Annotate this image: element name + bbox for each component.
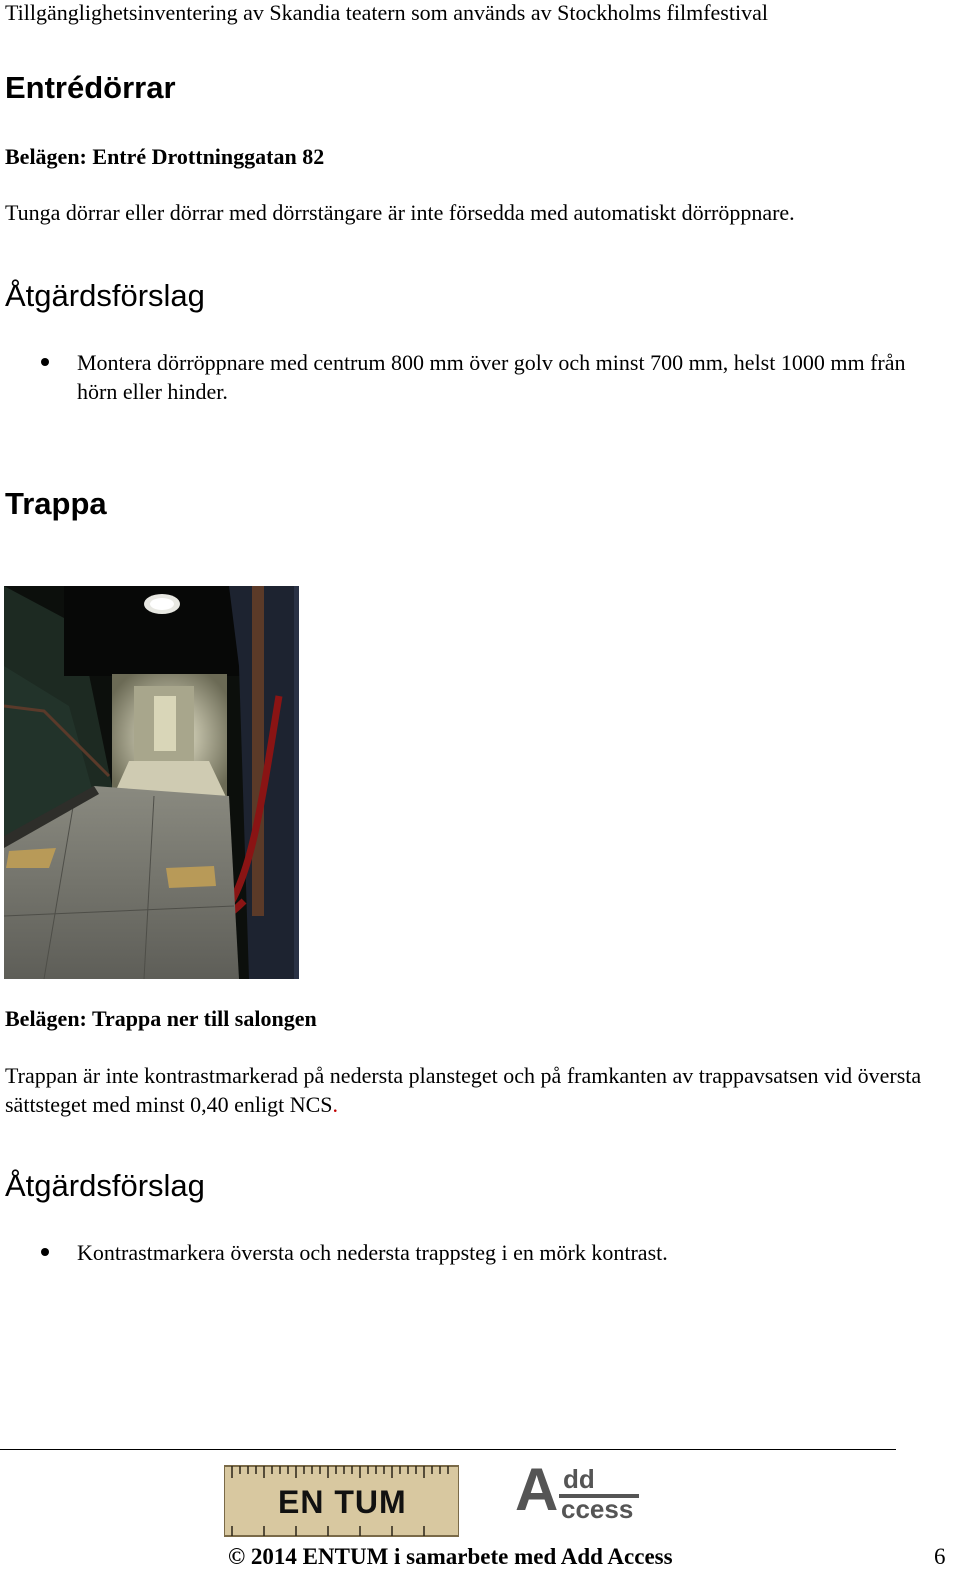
add-access-logo bbox=[515, 1456, 645, 1526]
doors-description: Tunga dörrar eller dörrar med dörrstängare är inte försedda med automatiskt dörröppnare. bbox=[5, 200, 795, 225]
entum-logo bbox=[224, 1464, 459, 1540]
stairs-action-text: Kontrastmarkera översta och nedersta trappsteg i en mörk kontrast. bbox=[77, 1240, 668, 1265]
doors-actions-list bbox=[0, 348, 920, 406]
doors-location bbox=[5, 144, 324, 170]
bullet-icon bbox=[41, 1248, 49, 1256]
stairs-description bbox=[5, 1061, 935, 1119]
add-access-logo-ccess: ccess bbox=[561, 1494, 634, 1524]
doors-action-text: Montera dörröppnare med centrum 800 mm över golv och minst 700 mm, helst 1000 mm från hörn eller hinder. bbox=[77, 350, 906, 404]
list-item bbox=[0, 1238, 920, 1267]
doors-actions-heading: Åtgärdsförslag bbox=[5, 278, 205, 313]
footer-copyright: © 2014 ENTUM i samarbete med Add Access bbox=[228, 1544, 673, 1569]
list-item bbox=[0, 348, 920, 406]
doors-location-value: Entré Drottninggatan 82 bbox=[92, 144, 325, 169]
stairs-location-value: Trappa ner till salongen bbox=[92, 1006, 317, 1031]
page-number: 6 bbox=[934, 1544, 946, 1569]
stairs-location bbox=[5, 1006, 317, 1032]
stairs-actions-list bbox=[0, 1238, 920, 1267]
stairs-description-main: Trappan är inte kontrastmarkerad på nedersta plansteget och på framkanten av trappavsatsen vid översta sättsteget med minst 0,40 enligt NCS bbox=[5, 1063, 922, 1117]
stairs-actions-heading: Åtgärdsförslag bbox=[5, 1168, 205, 1203]
doors-location-label: Belägen: bbox=[5, 144, 87, 169]
bullet-icon bbox=[41, 358, 49, 366]
running-header: Tillgänglighetsinventering av Skandia teatern som används av Stockholms filmfestival bbox=[5, 0, 768, 25]
staircase-photo bbox=[4, 586, 299, 979]
add-access-logo-a: A bbox=[515, 1456, 559, 1523]
footer-divider bbox=[0, 1449, 896, 1450]
stairs-location-label: Belägen: bbox=[5, 1006, 87, 1031]
section-title-stairs: Trappa bbox=[5, 486, 107, 521]
stairs-description-end: . bbox=[332, 1092, 339, 1117]
add-access-logo-dd: dd bbox=[563, 1464, 595, 1494]
entum-logo-text: EN TUM bbox=[278, 1484, 407, 1520]
section-title-doors: Entrédörrar bbox=[5, 70, 176, 105]
